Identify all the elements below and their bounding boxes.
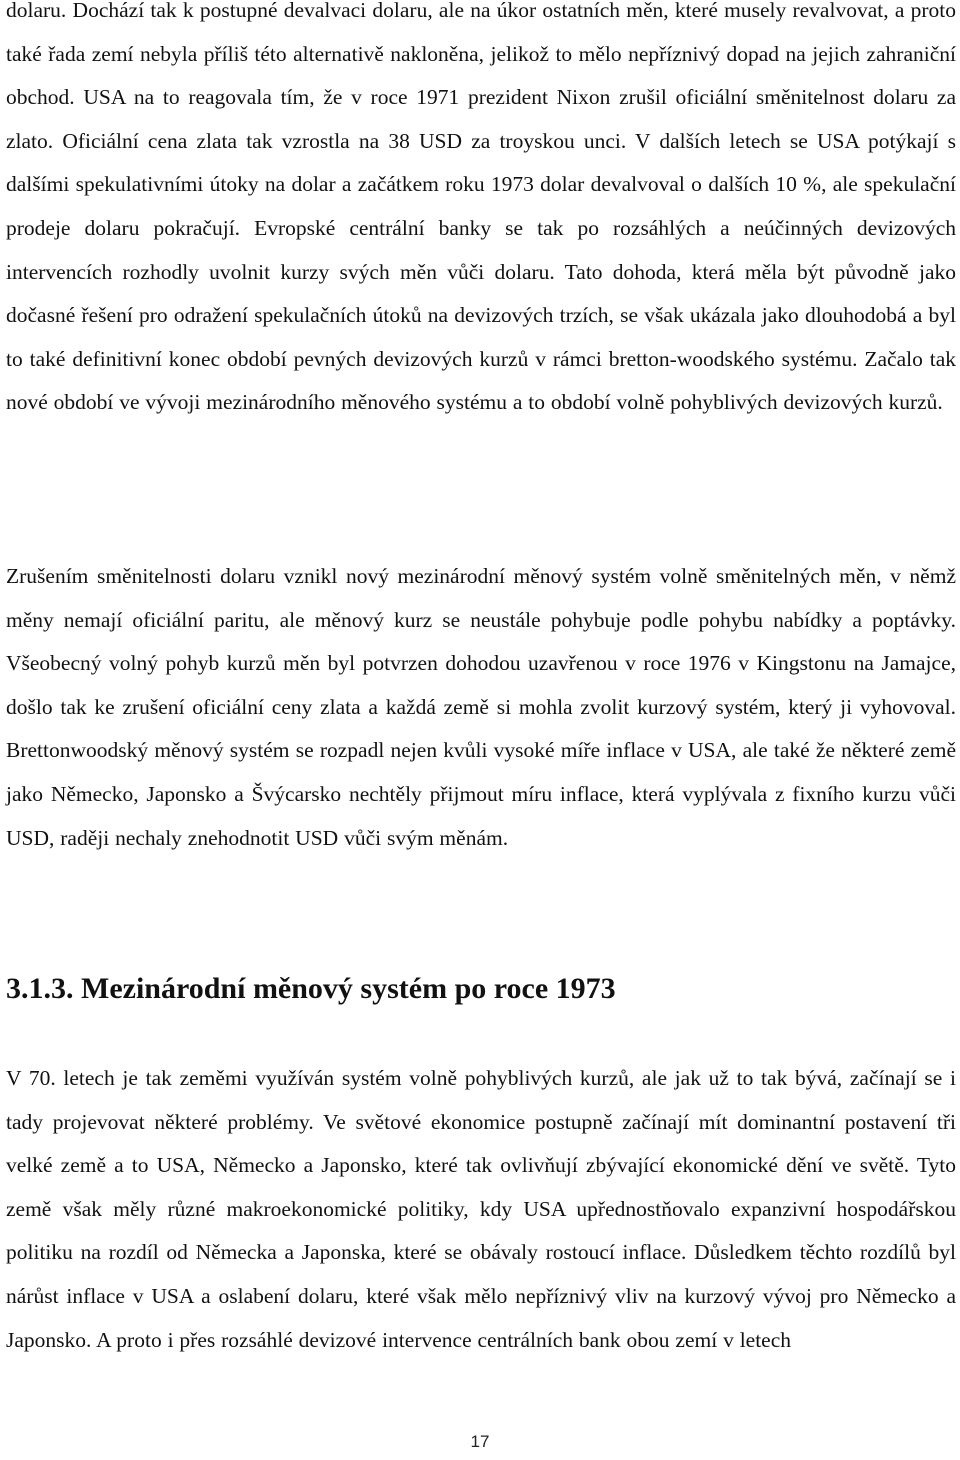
- paragraph-3: V 70. letech je tak zeměmi využíván systém volně pohyblivých kurzů, ale jak už to tak bývá, začínají se i tady projevovat některé problémy. Ve světové ekonomice postupně začínají mít dominantní postavení tři velké země a to USA, Německo a Japonsko, které tak ovlivňují zbývající ekonomické dění ve světě. Tyto země však měly různé makroekonomické politiky, kdy USA upřednostňovalo expanzivní hospodářskou politiku na rozdíl od Německa a Japonska, které se obávaly rostoucí inflace. Důsledkem těchto rozdílů byl nárůst inflace v USA a oslabení dolaru, které však mělo nepříznivý vliv na kurzový vývoj pro Německo a Japonsko. A proto i přes rozsáhlé devizové intervence centrálních bank obou zemí v letech: [6, 1066, 956, 1352]
- page-number: 17: [470, 1432, 490, 1451]
- paragraph-2: Zrušením směnitelnosti dolaru vznikl nový mezinárodní měnový systém volně směnitelných měn, v němž měny nemají oficiální paritu, ale měnový kurz se neustále pohybuje podle pohybu nabídky a poptávky. Všeobecný volný pohyb kurzů měn byl potvrzen dohodou uzavřenou v roce 1976 v Kingstonu na Jamajce, došlo tak ke zrušení oficiální ceny zlata a každá země si mohla zvolit kurzový systém, který ji vyhovoval. Brettonwoodský měnový systém se rozpadl nejen kvůli vysoké míře inflace v USA, ale také že některé země jako Německo, Japonsko a Švýcarsko nechtěly přijmout míru inflace, která vyplývala z fixního kurzu vůči USD, raději nechaly znehodnotit USD vůči svým měnám.: [6, 564, 956, 850]
- section-heading: 3.1.3. Mezinárodní měnový systém po roce 1973: [6, 972, 616, 1005]
- paragraph-1: dolaru. Dochází tak k postupné devalvaci dolaru, ale na úkor ostatních měn, které musely revalvovat, a proto také řada zemí nebyla příliš této alternativě nakloněna, jelikož to mělo nepříznivý dopad na jejich zahraniční obchod. USA na to reagovala tím, že v roce 1971 prezident Nixon zrušil oficiální směnitelnost dolaru za zlato. Oficiální cena zlata tak vzrostla na 38 USD za troyskou unci. V dalších letech se USA potýkají s dalšími spekulativními útoky na dolar a začátkem roku 1973 dolar devalvoval o dalších 10 %, ale spekulační prodeje dolaru pokračují. Evropské centrální banky se tak po rozsáhlých a neúčinných devizových intervencích rozhodly uvolnit kurzy svých měn vůči dolaru. Tato dohoda, která měla být původně jako dočasné řešení pro odražení spekulačních útoků na devizových trzích, se však ukázala jako dlouhodobá a byl to také definitivní konec období pevných devizových kurzů v rámci bretton-woodského systému. Začalo tak nové období ve vývoji mezinárodního měnového systému a to období volně pohyblivých devizových kurzů.: [6, 0, 956, 415]
